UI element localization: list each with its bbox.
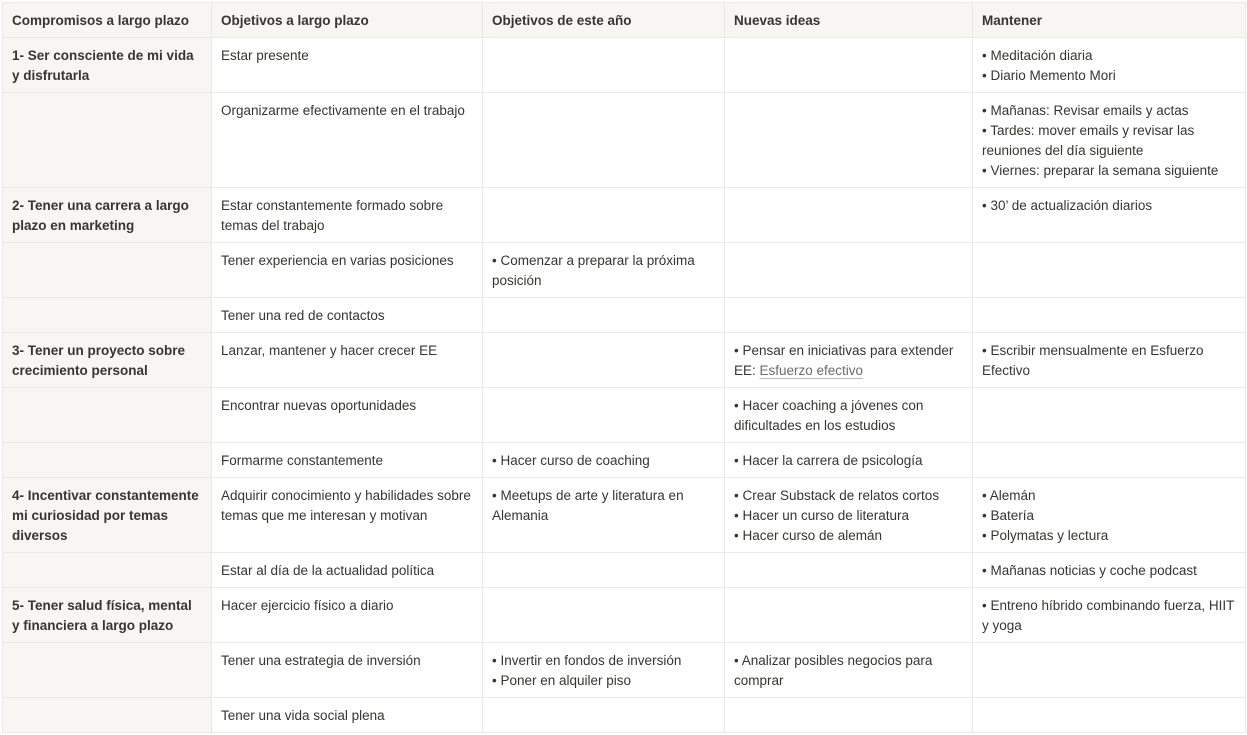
goal-cell-text: Adquirir conocimiento y habilidades sobre temas que me interesan y motivan [221, 488, 471, 523]
new-ideas-cell[interactable] [725, 333, 973, 388]
commitment-cell[interactable] [3, 588, 212, 643]
bullet-item: • Mañanas: Revisar emails y actas [982, 103, 1189, 118]
goal-cell-text: Encontrar nuevas oportunidades [221, 398, 417, 413]
goal-cell-text: Hacer ejercicio físico a diario [221, 598, 394, 613]
goal-cell[interactable] [212, 698, 483, 733]
table-row [3, 553, 1246, 588]
bullet-item: • Entreno híbrido combinando fuerza, HIIT y yoga [982, 598, 1235, 633]
commitment-cell[interactable] [3, 38, 212, 93]
this-year-cell[interactable] [483, 698, 725, 733]
goal-cell[interactable] [212, 333, 483, 388]
keep-cell[interactable] [973, 333, 1246, 388]
bullet-item: • Meditación diaria [982, 48, 1093, 63]
bullet-item: • Hacer curso de alemán [734, 528, 883, 543]
commitment-cell-text: 1- Ser consciente de mi vida y disfrutarla [12, 48, 194, 83]
goal-cell-text: Organizarme efectivamente en el trabajo [221, 103, 465, 118]
goal-cell[interactable] [212, 38, 483, 93]
bullet-item: • Comenzar a preparar la próxima posición [492, 253, 695, 288]
new-ideas-cell[interactable] [725, 553, 973, 588]
keep-cell[interactable] [973, 643, 1246, 698]
goal-cell[interactable] [212, 243, 483, 298]
new-ideas-cell[interactable] [725, 478, 973, 553]
goal-cell[interactable] [212, 478, 483, 553]
table-row [3, 333, 1246, 388]
bullet-item: • Escribir mensualmente en Esfuerzo Efectivo [982, 343, 1204, 378]
bullet-item: • Meetups de arte y literatura en Alemania [492, 488, 684, 523]
commitment-cell-text: 2- Tener una carrera a largo plazo en marketing [12, 198, 189, 233]
goal-cell[interactable] [212, 188, 483, 243]
table-body [3, 38, 1246, 733]
new-ideas-cell[interactable] [725, 38, 973, 93]
new-ideas-cell[interactable] [725, 698, 973, 733]
goal-cell-text: Tener una vida social plena [221, 708, 385, 723]
header-row [3, 3, 1246, 38]
bullet-item: • Analizar posibles negocios para comprar [734, 653, 933, 688]
bullet-item: • Hacer coaching a jóvenes con dificultades en los estudios [734, 398, 924, 433]
goal-cell-text: Estar presente [221, 48, 309, 63]
keep-cell[interactable] [973, 38, 1246, 93]
this-year-cell[interactable] [483, 333, 725, 388]
keep-cell[interactable] [973, 188, 1246, 243]
goal-cell[interactable] [212, 643, 483, 698]
bullet-item: • Pensar en iniciativas para extender EE: [734, 343, 954, 378]
table-row [3, 478, 1246, 553]
commitment-cell[interactable] [3, 553, 212, 588]
bullet-item: • Mañanas noticias y coche podcast [982, 563, 1197, 578]
column-header-keep[interactable]: Mantener [973, 3, 1246, 38]
this-year-cell[interactable] [483, 443, 725, 478]
goal-cell[interactable] [212, 93, 483, 188]
new-ideas-cell[interactable] [725, 643, 973, 698]
new-ideas-cell[interactable] [725, 188, 973, 243]
keep-cell[interactable] [973, 443, 1246, 478]
goals-table [2, 2, 1246, 733]
new-ideas-cell[interactable] [725, 388, 973, 443]
keep-cell[interactable] [973, 243, 1246, 298]
new-ideas-cell[interactable] [725, 243, 973, 298]
bullet-item: • 30’ de actualización diarios [982, 198, 1153, 213]
keep-cell[interactable] [973, 588, 1246, 643]
bullet-item: • Diario Memento Mori [982, 68, 1116, 83]
goal-cell-text: Formarme constantemente [221, 453, 384, 468]
commitment-cell[interactable] [3, 243, 212, 298]
new-ideas-cell[interactable] [725, 588, 973, 643]
this-year-cell[interactable] [483, 243, 725, 298]
commitment-cell-text: 4- Incentivar constantemente mi curiosidad por temas diversos [12, 488, 199, 543]
goal-cell-text: Estar constantemente formado sobre temas del trabajo [221, 198, 444, 233]
this-year-cell[interactable] [483, 588, 725, 643]
new-ideas-cell[interactable] [725, 93, 973, 188]
bullet-item: • Crear Substack de relatos cortos [734, 488, 940, 503]
column-header-long-term-goals[interactable]: Objetivos a largo plazo [212, 3, 483, 38]
goal-cell[interactable] [212, 588, 483, 643]
table-row [3, 643, 1246, 698]
commitment-cell[interactable] [3, 443, 212, 478]
commitment-cell[interactable] [3, 643, 212, 698]
commitment-cell[interactable] [3, 388, 212, 443]
new-ideas-cell[interactable] [725, 443, 973, 478]
goal-cell[interactable] [212, 443, 483, 478]
table-row [3, 443, 1246, 478]
goal-cell-text: Tener una estrategia de inversión [221, 653, 421, 668]
bullet-item: • Invertir en fondos de inversión [492, 653, 682, 668]
keep-cell[interactable] [973, 478, 1246, 553]
this-year-cell[interactable] [483, 388, 725, 443]
this-year-cell[interactable] [483, 553, 725, 588]
column-header-new-ideas[interactable]: Nuevas ideas [725, 3, 973, 38]
goal-cell-text: Lanzar, mantener y hacer crecer EE [221, 343, 438, 358]
goal-cell-text: Tener una red de contactos [221, 308, 385, 323]
this-year-cell[interactable] [483, 188, 725, 243]
commitment-cell[interactable] [3, 333, 212, 388]
new-ideas-cell[interactable] [725, 298, 973, 333]
esfuerzo-efectivo-link[interactable]: Esfuerzo efectivo [759, 363, 864, 378]
column-header-this-year-goals[interactable]: Objetivos de este año [483, 3, 725, 38]
keep-cell[interactable] [973, 553, 1246, 588]
keep-cell[interactable] [973, 93, 1246, 188]
this-year-cell[interactable] [483, 93, 725, 188]
commitment-cell[interactable] [3, 698, 212, 733]
goal-cell[interactable] [212, 298, 483, 333]
goal-cell-text: Estar al día de la actualidad política [221, 563, 435, 578]
this-year-cell[interactable] [483, 38, 725, 93]
bullet-item: • Poner en alquiler piso [492, 673, 632, 688]
bullet-item: • Viernes: preparar la semana siguiente [982, 163, 1219, 178]
keep-cell[interactable] [973, 698, 1246, 733]
table-row [3, 388, 1246, 443]
table-row [3, 93, 1246, 188]
this-year-cell[interactable] [483, 478, 725, 553]
table-row [3, 243, 1246, 298]
commitment-cell[interactable] [3, 298, 212, 333]
bullet-item-with-link [734, 341, 963, 381]
this-year-cell[interactable] [483, 298, 725, 333]
bullet-item: • Hacer la carrera de psicología [734, 453, 923, 468]
bullet-item: • Hacer curso de coaching [492, 453, 650, 468]
keep-cell[interactable] [973, 388, 1246, 443]
table-row [3, 38, 1246, 93]
column-header-commitments[interactable]: Compromisos a largo plazo [3, 3, 212, 38]
bullet-item: • Alemán [982, 488, 1036, 503]
commitment-cell-text: 3- Tener un proyecto sobre crecimiento personal [12, 343, 186, 378]
table-row [3, 298, 1246, 333]
goal-cell[interactable] [212, 553, 483, 588]
bullet-item: • Batería [982, 508, 1035, 523]
table-row [3, 698, 1246, 733]
commitment-cell[interactable] [3, 478, 212, 553]
bullet-item: • Polymatas y lectura [982, 528, 1109, 543]
bullet-item: • Tardes: mover emails y revisar las reuniones del día siguiente [982, 123, 1195, 158]
commitment-cell[interactable] [3, 188, 212, 243]
goal-cell-text: Tener experiencia en varias posiciones [221, 253, 454, 268]
bullet-item: • Hacer un curso de literatura [734, 508, 910, 523]
table-row [3, 188, 1246, 243]
keep-cell[interactable] [973, 298, 1246, 333]
goal-cell[interactable] [212, 388, 483, 443]
commitment-cell[interactable] [3, 93, 212, 188]
this-year-cell[interactable] [483, 643, 725, 698]
commitment-cell-text: 5- Tener salud física, mental y financiera a largo plazo [12, 598, 192, 633]
table-row [3, 588, 1246, 643]
